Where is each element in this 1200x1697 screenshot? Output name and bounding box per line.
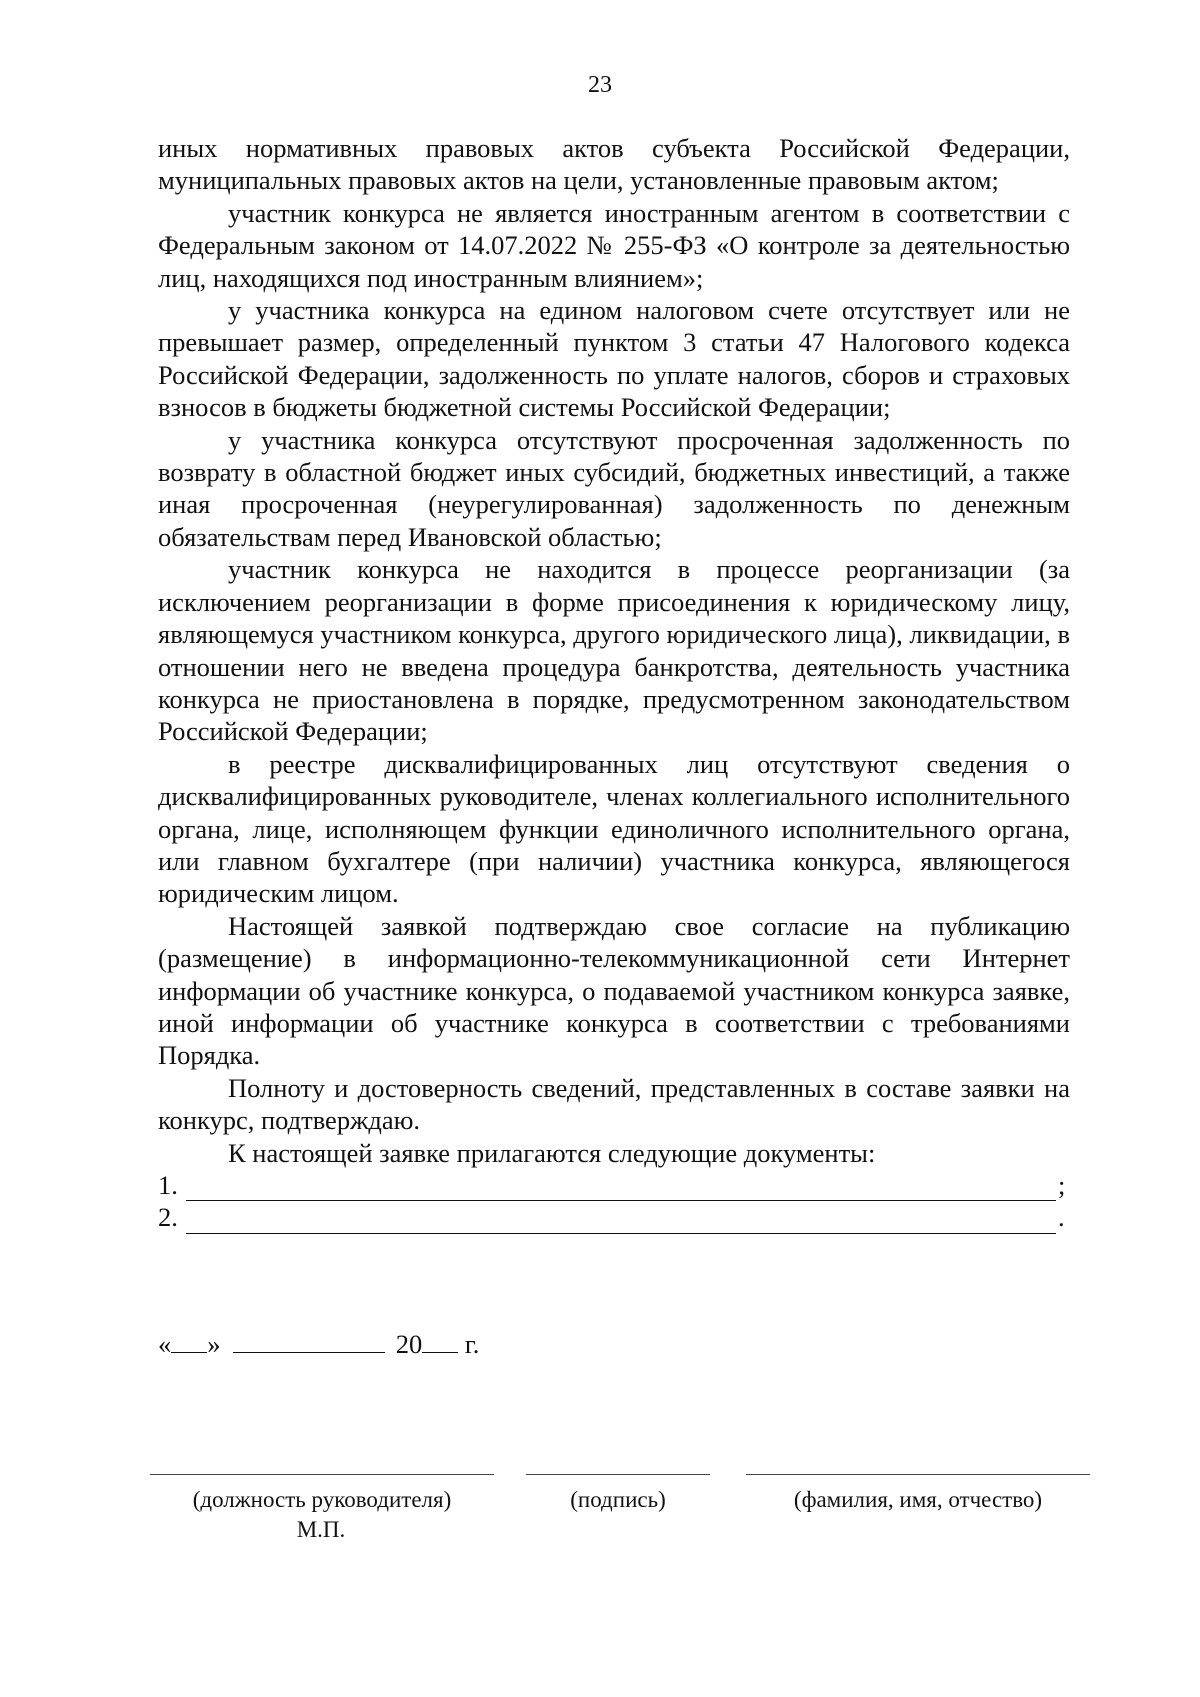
date-year-suffix: г. (464, 1329, 480, 1359)
signature-caption: (подпись) (570, 1487, 666, 1512)
attachment-item-1 (158, 1169, 1070, 1201)
paragraph-overdue-debt: у участника конкурса отсутствуют просроченная задолженность по возврату в областной бюджет иных субсидий, бюджетных инвестиций, а также иная просроченная (неурегулированная) задолженность по денежным обязательствам перед Ивановской областью; (158, 424, 1070, 552)
attachment-number: 1. (158, 1169, 178, 1200)
date-close-quote: » (207, 1329, 221, 1359)
signature-line[interactable] (526, 1474, 710, 1475)
attachment-item-2 (158, 1201, 1070, 1233)
attachment-punctuation: . (1058, 1202, 1065, 1233)
attachment-punctuation: ; (1058, 1169, 1066, 1200)
paragraph-reorganization: участник конкурса не находится в процессе реорганизации (за исключением реорганизации в форме присоединения к юридическому лицу, являющемуся участником конкурса, другого юридического лица), ликвидации, в отношении него не введена процедура банкротства, деятельность участника конкурса не приостановлена в порядке, предусмотренном законодательством Российской Федерации; (158, 554, 1070, 747)
date-line (158, 1328, 479, 1360)
paragraph-publication-consent: Настоящей заявкой подтверждаю свое согласие на публикацию (размещение) в информационно-телекоммуникационной сети Интернет информации об участнике конкурса, о подаваемой участником конкурса заявке, иной информации об участнике конкурса в соответствии с требованиями Порядка. (158, 910, 1070, 1071)
full-name-caption: (фамилия, имя, отчество) (793, 1487, 1043, 1512)
paragraph-foreign-agent: участник конкурса не является иностранным агентом в соответствии с Федеральным законом от 14.07.2022 № 255-ФЗ «О контроле за деятельностью лиц, находящихся под иностранным влиянием»; (158, 197, 1070, 293)
paragraph-attachments-intro: К настоящей заявке прилагаются следующие документы: (228, 1137, 876, 1168)
position-caption: (должность руководителя) (192, 1487, 452, 1512)
date-month-blank[interactable] (233, 1328, 385, 1353)
paragraph-disqualified-registry: в реестре дисквалифицированных лиц отсутствуют сведения о дисквалифицированных руководителе, членах коллегиального исполнительного органа, лице, исполняющем функции единоличного исполнительного органа, или главном бухгалтере (при наличии) участника конкурса, являющегося юридическим лицом. (158, 748, 1070, 909)
attachment-blank-field[interactable] (186, 1209, 1056, 1234)
position-signature-line[interactable] (150, 1474, 494, 1475)
attachment-blank-field[interactable] (186, 1176, 1056, 1201)
attachment-number: 2. (158, 1202, 178, 1233)
full-name-signature-line[interactable] (746, 1474, 1090, 1475)
paragraph-continuation: иных нормативных правовых актов субъекта Российской Федерации, муниципальных правовых актов на цели, установленные правовым актом; (158, 133, 1070, 196)
document-body (158, 132, 1070, 1234)
paragraph-tax-debt: у участника конкурса на едином налоговом счете отсутствует или не превышает размер, определенный пунктом 3 статьи 47 Налогового кодекса Российской Федерации, задолженность по уплате налогов, сборов и страховых взносов в бюджеты бюджетной системы Российской Федерации; (158, 295, 1070, 423)
page-number: 23 (588, 72, 612, 98)
date-open-quote: « (158, 1329, 172, 1359)
date-year-blank[interactable] (422, 1328, 458, 1353)
paragraph-accuracy-confirmation: Полноту и достоверность сведений, представленных в составе заявки на конкурс, подтверждаю. (158, 1072, 1070, 1136)
date-day-blank[interactable] (171, 1328, 207, 1353)
date-year-prefix: 20 (395, 1329, 423, 1359)
seal-placeholder: М.П. (296, 1517, 346, 1542)
